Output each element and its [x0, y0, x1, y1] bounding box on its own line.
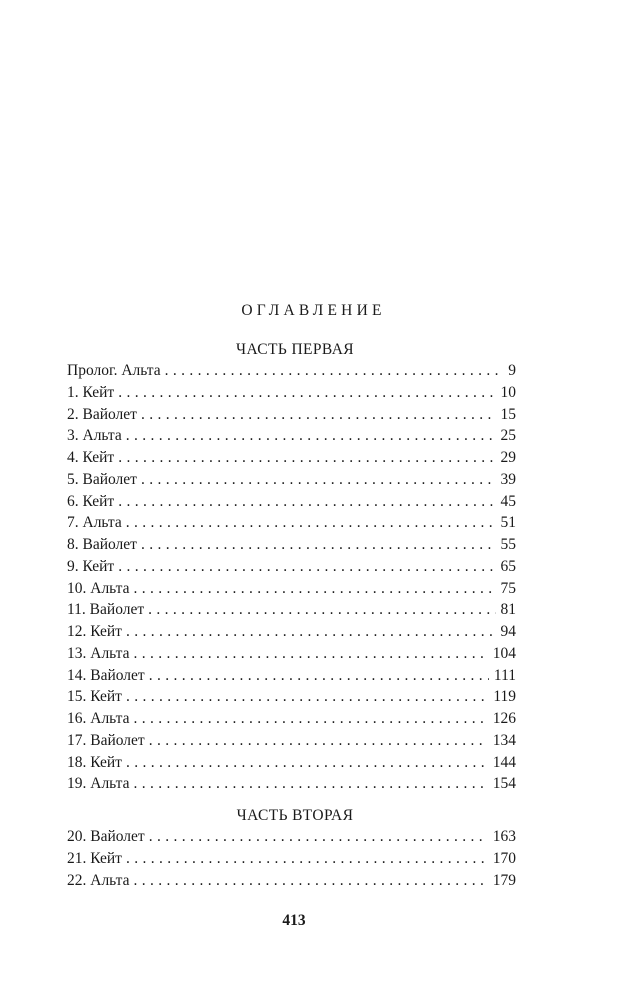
toc-entry-page: 179	[492, 871, 516, 889]
toc-entry-title: 1. Кейт	[67, 383, 115, 401]
toc-entry-page: 119	[493, 688, 516, 706]
toc-entry-title: 7. Альта	[67, 514, 122, 532]
toc-entry	[67, 512, 516, 534]
toc-entry-page: 45	[500, 492, 516, 510]
toc-entry-title: 18. Кейт	[67, 753, 122, 771]
toc-dot-leader	[126, 686, 488, 708]
toc-entry	[67, 534, 516, 556]
toc-entry	[67, 469, 516, 491]
toc-entry	[67, 870, 516, 892]
toc-entry-page: 25	[500, 427, 516, 445]
toc-entry-title: Пролог. Альта	[67, 362, 161, 379]
toc-dot-leader	[141, 534, 496, 556]
toc-dot-leader	[118, 556, 495, 578]
toc-entry	[67, 848, 516, 870]
toc-entry-title: 8. Вайолет	[67, 536, 137, 553]
toc-entry	[67, 730, 516, 752]
toc-entry-page: 94	[500, 623, 516, 640]
toc-dot-leader	[134, 643, 488, 665]
toc-heading: ОГЛАВЛЕНИЕ	[241, 302, 386, 319]
toc-dot-leader	[134, 870, 488, 892]
toc-list-part-two	[67, 826, 516, 891]
toc-entry-title: 2. Вайолет	[67, 405, 137, 423]
toc-entry-page: 170	[492, 849, 516, 867]
toc-entry-page: 10	[500, 383, 516, 401]
toc-entry-title: 12. Кейт	[67, 623, 122, 640]
toc-entry	[67, 665, 516, 687]
toc-entry-page: 15	[500, 405, 516, 423]
part-title-second: ЧАСТЬ ВТОРАЯ	[236, 807, 354, 824]
toc-entry	[67, 773, 516, 795]
toc-dot-leader	[165, 360, 504, 382]
toc-entry-page: 111	[493, 666, 516, 684]
toc-dot-leader	[149, 826, 488, 848]
toc-entry	[67, 826, 516, 848]
toc-entry-title: 13. Альта	[67, 644, 130, 662]
toc-entry-title: 5. Вайолет	[67, 470, 137, 488]
toc-entry-page: 75	[500, 579, 516, 597]
toc-entry-page: 126	[492, 710, 516, 727]
toc-dot-leader	[134, 708, 488, 730]
toc-dot-leader	[149, 665, 489, 687]
toc-dot-leader	[141, 404, 496, 426]
toc-entry-title: 11. Вайолет	[67, 601, 145, 619]
toc-entry-page: 81	[500, 601, 516, 619]
toc-entry-title: 14. Вайолет	[67, 666, 145, 684]
toc-entry-page: 104	[492, 644, 516, 662]
toc-dot-leader	[118, 491, 495, 513]
toc-entry-page: 51	[500, 514, 516, 532]
toc-entry	[67, 425, 516, 447]
toc-entry	[67, 686, 516, 708]
toc-dot-leader	[126, 752, 488, 774]
toc-entry	[67, 556, 516, 578]
toc-entry-page: 163	[492, 828, 516, 845]
toc-dot-leader	[126, 425, 496, 447]
toc-entry-title: 19. Альта	[67, 775, 130, 793]
toc-entry-title: 22. Альта	[67, 871, 130, 889]
toc-entry-title: 20. Вайолет	[67, 828, 145, 845]
toc-entry-page: 134	[492, 731, 516, 749]
toc-dot-leader	[118, 382, 495, 404]
toc-dot-leader	[141, 469, 496, 491]
toc-list-part-one	[67, 360, 516, 795]
toc-entry	[67, 621, 516, 643]
toc-entry-page: 55	[500, 536, 516, 553]
toc-entry-title: 6. Кейт	[67, 492, 115, 510]
toc-dot-leader	[149, 730, 488, 752]
toc-dot-leader	[148, 599, 495, 621]
toc-entry-page: 65	[500, 557, 516, 575]
toc-entry	[67, 643, 516, 665]
toc-entry	[67, 447, 516, 469]
toc-entry	[67, 382, 516, 404]
toc-dot-leader	[126, 621, 496, 643]
toc-entry-title: 17. Вайолет	[67, 731, 145, 749]
toc-entry	[67, 708, 516, 730]
toc-entry	[67, 578, 516, 600]
toc-dot-leader	[134, 578, 496, 600]
toc-entry-page: 39	[500, 470, 516, 488]
toc-entry	[67, 404, 516, 426]
toc-dot-leader	[134, 773, 488, 795]
toc-entry-title: 4. Кейт	[67, 449, 115, 466]
toc-entry-page: 144	[492, 753, 516, 771]
toc-entry	[67, 491, 516, 513]
toc-dot-leader	[118, 447, 495, 469]
toc-entry-page: 154	[492, 775, 516, 793]
toc-entry-page: 29	[500, 449, 516, 466]
toc-entry-title: 10. Альта	[67, 579, 130, 597]
toc-entry-title: 3. Альта	[67, 427, 122, 445]
toc-entry-title: 16. Альта	[67, 710, 130, 727]
toc-dot-leader	[126, 512, 496, 534]
toc-entry	[67, 599, 516, 621]
toc-dot-leader	[126, 848, 488, 870]
toc-entry	[67, 752, 516, 774]
page-number: 413	[282, 912, 306, 929]
toc-entry-title: 15. Кейт	[67, 688, 122, 706]
toc-entry-title: 9. Кейт	[67, 557, 115, 575]
part-title-first: ЧАСТЬ ПЕРВАЯ	[235, 341, 355, 358]
toc-entry-title: 21. Кейт	[67, 849, 122, 867]
toc-entry	[67, 360, 516, 382]
toc-entry-page: 9	[508, 362, 516, 379]
